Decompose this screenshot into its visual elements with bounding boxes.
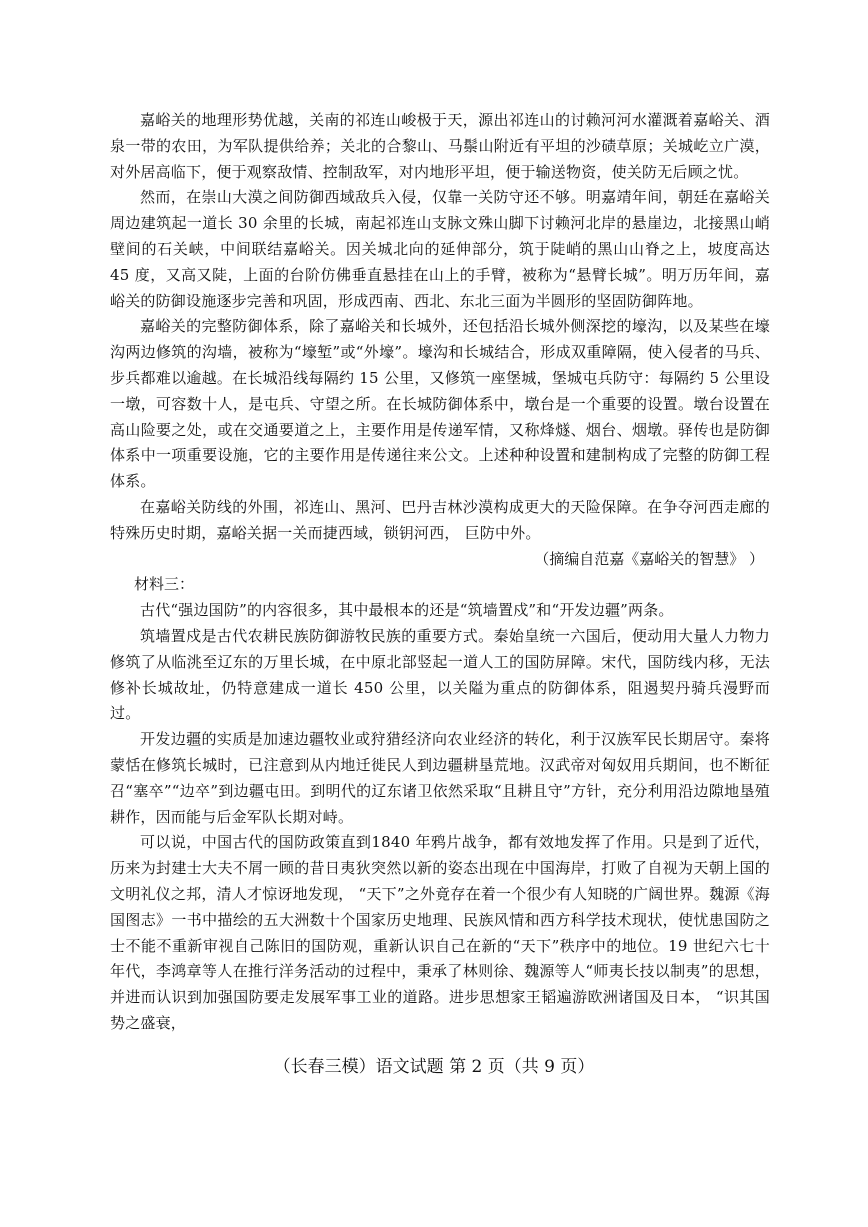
section-heading: 材料三： bbox=[134, 575, 195, 594]
paragraph: 开发边疆的实质是加速边疆牧业或狩猎经济向农业经济的转化，利于汉族军民长期居守。秦将蒙恬在修筑长城时，已注意到从内地迁徙民人到边疆耕垦荒地。汉武帝对匈奴用兵期间，也不断征召“塞卒”“边卒”到边疆屯田。到明代的辽东诸卫依然采取“且耕且守”方针，充分利用沿边隙地垦殖耕作，因而能与后金军队长期对峙。 bbox=[110, 730, 770, 826]
source-citation: （摘编自范嘉《嘉峪关的智慧》 ） bbox=[534, 549, 764, 568]
paragraph: 嘉峪关的地理形势优越，关南的祁连山峻极于天，源出祁连山的讨赖河河水灌溉着嘉峪关、酒泉一带的农田，为军队提供给养；关北的合黎山、马鬃山附近有平坦的沙碛草原；关城屹立广漠，对外居高临下，便于观察敌情、控制敌军，对内地形平坦，便于输送物资，使关防无后顾之忧。 bbox=[110, 111, 770, 181]
page-footer: （长春三模）语文试题 第 2 页（共 9 页） bbox=[273, 1057, 595, 1077]
paragraph: 然而，在崇山大漠之间防御西域敌兵入侵，仅靠一关防守还不够。明嘉靖年间，朝廷在嘉峪关周边建筑起一道长 30 余里的长城，南起祁连山支脉文殊山脚下讨赖河北岸的悬崖边，北接黑山峭壁间的石关峡，中间联结嘉峪关。因关城北向的延伸部分，筑于陡峭的黑山山脊之上，坡度高达 45 度，又高又陡，上面的台阶仿佛垂直悬挂在山上的手臂，被称为“悬臂长城”。明万历年间，嘉峪关的防御设施逐步完善和巩固，形成西南、西北、东北三面为半圆形的坚固防御阵地。 bbox=[110, 188, 770, 310]
paragraph: 可以说，中国古代的国防政策直到1840 年鸦片战争，都有效地发挥了作用。只是到了近代，历来为封建士大夫不屑一顾的昔日夷狄突然以新的姿态出现在中国海岸，打败了自视为天朝上国的文明礼仪之邦，清人才惊讶地发现， “天下”之外竟存在着一个很少有人知晓的广阔世界。魏源《海国图志》一书中描绘的五大洲数十个国家历史地理、民族风情和西方科学技术现状，使忧患国防之士不能不重新审视自己陈旧的国防观，重新认识自己在新的“天下”秩序中的地位。19 世纪六七十年代，李鸿章等人在推行洋务活动的过程中，秉承了林则徐、魏源等人“师夷长技以制夷”的思想，并进而认识到加强国防要走发展军事工业的道路。进步思想家王韬遍游欧洲诸国及日本， “识其国势之盛衰， bbox=[110, 833, 770, 1032]
paragraph: 筑墙置戍是古代农耕民族防御游牧民族的重要方式。秦始皇统一六国后，便动用大量人力物力修筑了从临洮至辽东的万里长城，在中原北部竖起一道人工的国防屏障。宋代，国防线内移，无法修补长城故址，仍特意建成一道长 450 公里，以关隘为重点的防御体系，阻遏契丹骑兵漫野而过。 bbox=[110, 626, 770, 723]
paragraph: 古代“强边国防”的内容很多，其中最根本的还是“筑墙置戍”和“开发边疆”两条。 bbox=[140, 601, 674, 620]
page-body bbox=[110, 108, 770, 1037]
paragraph: 在嘉峪关防线的外围，祁连山、黑河、巴丹吉林沙漠构成更大的天险保障。在争夺河西走廊的特殊历史时期，嘉峪关据一关而捷西域，锁钥河西， 巨防中外。 bbox=[110, 497, 770, 542]
paragraph: 嘉峪关的完整防御体系，除了嘉峪关和长城外，还包括沿长城外侧深挖的壕沟，以及某些在壕沟两边修筑的沟墙，被称为“壕堑”或“外壕”。壕沟和长城结合，形成双重障隔，使入侵者的马兵、步兵都难以逾越。在长城沿线每隔约 15 公里，又修筑一座堡城，堡城屯兵防守：每隔约 5 公里设一墩，可容数十人，是屯兵、守望之所。在长城防御体系中，墩台是一个重要的设置。墩台设置在高山险要之处，或在交通要道之上，主要作用是传递军情，又称烽燧、烟台、烟墩。驿传也是防御体系中一项重要设施，它的主要作用是传递往来公文。上述种种设置和建制构成了完整的防御工程体系。 bbox=[110, 317, 770, 491]
